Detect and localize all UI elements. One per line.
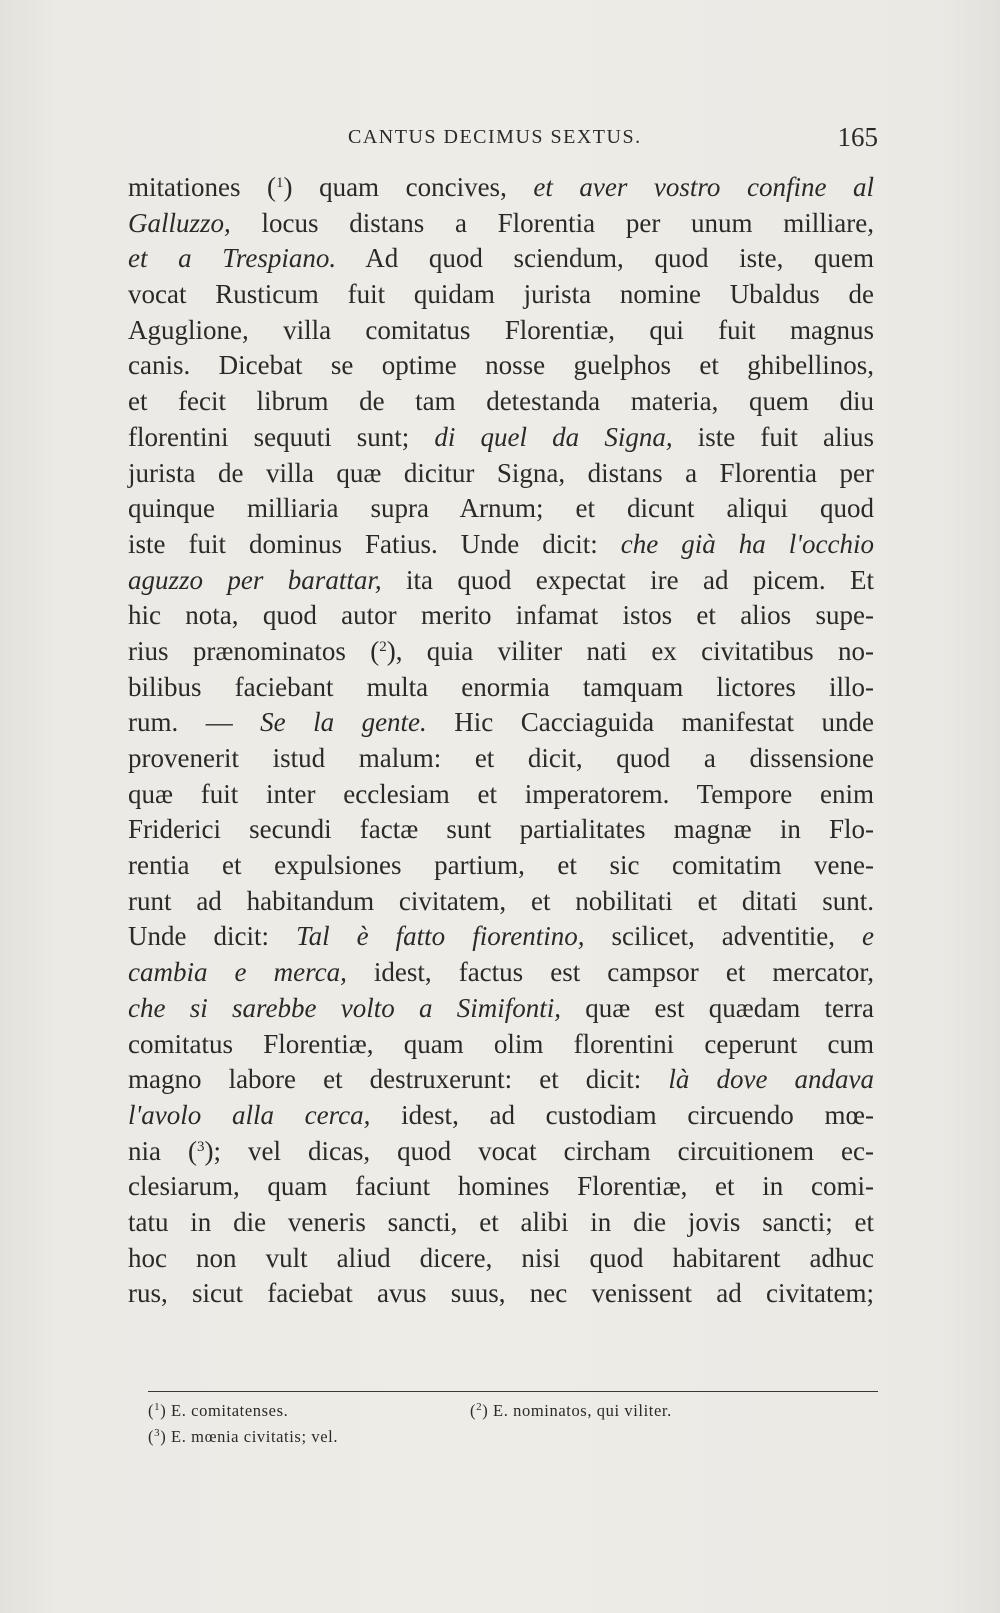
italic-quote: che già ha l'occhio xyxy=(620,528,874,559)
text-segment: vocat Rusticum fuit quidam jurista nomine Ubaldus de xyxy=(128,279,874,310)
text-line xyxy=(128,527,874,563)
text-segment: scilicet, adventitie, xyxy=(584,921,862,952)
text-segment: quinque milliaria supra Arnum; et dicunt aliqui quod xyxy=(128,493,874,524)
text-line xyxy=(128,919,874,955)
text-line xyxy=(128,848,874,884)
italic-quote: Galluzzo, xyxy=(128,207,231,238)
text-line xyxy=(128,170,874,206)
text-segment: et fecit librum de tam detestanda materia, quem diu xyxy=(128,386,874,417)
text-segment: hic nota, quod autor merito infamat istos et alios supe- xyxy=(128,600,874,631)
text-line xyxy=(128,812,874,848)
text-segment: magno labore et destruxerunt: et dicit: xyxy=(128,1064,669,1095)
text-line xyxy=(128,420,874,456)
text-segment: jurista de villa quæ dicitur Signa, distans a Florentia per xyxy=(128,457,874,488)
text-segment: tatu in die veneris sancti, et alibi in die jovis sancti; et xyxy=(128,1206,874,1237)
text-line xyxy=(128,384,874,420)
footnote-ref: 2 xyxy=(379,638,387,655)
text-segment: quæ fuit inter ecclesiam et imperatorem. Tempore enim xyxy=(128,778,874,809)
body-text xyxy=(128,170,874,1312)
running-head: CANTUS DECIMUS SEXTUS. xyxy=(348,126,642,148)
text-line xyxy=(128,1062,874,1098)
footnote-row xyxy=(148,1424,878,1450)
footnotes xyxy=(148,1398,878,1450)
text-line xyxy=(128,777,874,813)
text-line xyxy=(128,955,874,991)
footnote-2: ($^2$) E. nominatos, qui viliter. xyxy=(470,1401,672,1420)
text-segment: mitationes ( xyxy=(128,172,277,202)
italic-quote: Tal è fatto fiorentino, xyxy=(296,921,585,952)
footnote-ref: 1 xyxy=(276,175,284,191)
page-header xyxy=(128,124,878,160)
text-line xyxy=(128,1098,874,1134)
text-segment: ), quia viliter nati ex civitatibus no- xyxy=(386,635,874,666)
text-segment: canis. Dicebat se optime nosse guelphos et ghibellinos, xyxy=(128,350,874,381)
text-segment: comitatus Florentiæ, quam olim florentini ceperunt cum xyxy=(128,1028,874,1059)
italic-quote: aguzzo per barattar, xyxy=(128,564,382,595)
text-line xyxy=(128,563,874,599)
text-line xyxy=(128,1134,874,1170)
text-line xyxy=(128,1027,874,1063)
text-segment: nia ( xyxy=(128,1135,197,1166)
italic-quote: di quel da Signa, xyxy=(434,421,673,452)
text-segment: Friderici secundi factæ sunt partialitates magnæ in Flo- xyxy=(128,814,874,845)
footnote-text: E. nominatos, qui viliter. xyxy=(493,1401,672,1420)
text-line xyxy=(128,1205,874,1241)
footnote-1: ($^1$) E. comitatenses. xyxy=(148,1401,289,1420)
text-segment: ); vel dicas, quod vocat circham circuitionem ec- xyxy=(204,1135,874,1166)
text-segment: florentini sequuti sunt; xyxy=(128,421,435,452)
text-line xyxy=(128,206,874,242)
italic-quote: cambia e merca, xyxy=(128,957,347,988)
text-segment: Hic Cacciaguida manifestat unde xyxy=(426,707,874,738)
text-line xyxy=(128,884,874,920)
text-line xyxy=(128,741,874,777)
text-segment: bilibus faciebant multa enormia tamquam lictores illo- xyxy=(128,671,874,702)
footnote-rule xyxy=(148,1391,878,1392)
italic-quote: l'avolo alla cerca, xyxy=(128,1099,371,1130)
text-line xyxy=(128,705,874,741)
italic-quote: e xyxy=(862,921,874,952)
italic-quote: là dove andava xyxy=(668,1064,874,1095)
text-segment: runt ad habitandum civitatem, et nobilitati et ditati sunt. xyxy=(128,885,874,916)
text-segment: ita quod expectat ire ad picem. Et xyxy=(381,564,875,595)
text-line xyxy=(128,1276,874,1312)
text-segment: ) quam concives, xyxy=(283,172,534,202)
text-segment: idest, ad custodiam circuendo mœ- xyxy=(370,1099,874,1130)
italic-quote: et a Trespiano. xyxy=(128,243,337,274)
text-segment: hoc non vult aliud dicere, nisi quod habitarent adhuc xyxy=(128,1242,874,1273)
text-segment: Ad quod sciendum, quod iste, quem xyxy=(336,243,874,274)
text-line xyxy=(128,241,874,277)
text-line xyxy=(128,670,874,706)
text-segment: clesiarum, quam faciunt homines Florentiæ, et in comi- xyxy=(128,1171,874,1202)
text-segment: Aguglione, villa comitatus Florentiæ, qui fuit magnus xyxy=(128,314,874,345)
text-line xyxy=(128,1169,874,1205)
text-line xyxy=(128,277,874,313)
italic-quote: Se la gente. xyxy=(260,707,427,738)
footnote-text: E. comitatenses. xyxy=(171,1401,289,1420)
text-segment: rentia et expulsiones partium, et sic comitatim vene- xyxy=(128,850,874,881)
text-segment: provenerit istud malum: et dicit, quod a dissensione xyxy=(128,743,874,773)
text-line xyxy=(128,456,874,492)
footnote-3: ($^3$) E. mœnia civitatis; vel. xyxy=(148,1427,339,1446)
text-line xyxy=(128,1241,874,1277)
text-segment: locus distans a Florentia per unum milliare, xyxy=(230,207,874,238)
text-line xyxy=(128,634,874,670)
footnote-mark: 1 xyxy=(154,1401,161,1413)
text-line xyxy=(128,598,874,634)
italic-quote: che si sarebbe volto a Simifonti, xyxy=(128,992,562,1023)
text-segment: quæ est quædam terra xyxy=(561,992,875,1023)
text-segment: rus, sicut faciebat avus suus, nec venissent ad civitatem; xyxy=(128,1278,874,1309)
text-line xyxy=(128,991,874,1027)
text-line xyxy=(128,491,874,527)
footnote-mark: 2 xyxy=(476,1401,483,1413)
italic-quote: et aver vostro confine al xyxy=(533,172,875,202)
footnote-text: E. mœnia civitatis; vel. xyxy=(171,1427,339,1446)
footnote-mark: 3 xyxy=(154,1427,161,1439)
text-segment: rum. — xyxy=(128,707,261,738)
text-line xyxy=(128,348,874,384)
text-segment: iste fuit alius xyxy=(672,421,874,452)
text-segment: idest, factus est campsor et mercator, xyxy=(346,957,874,988)
text-segment: rius prænominatos ( xyxy=(128,635,380,666)
page-number: 165 xyxy=(837,122,878,152)
text-segment: iste fuit dominus Fatius. Unde dicit: xyxy=(128,528,621,559)
footnote-ref: 3 xyxy=(196,1138,205,1155)
text-line xyxy=(128,313,874,349)
footnote-row xyxy=(148,1398,878,1424)
text-segment: Unde dicit: xyxy=(128,921,297,952)
